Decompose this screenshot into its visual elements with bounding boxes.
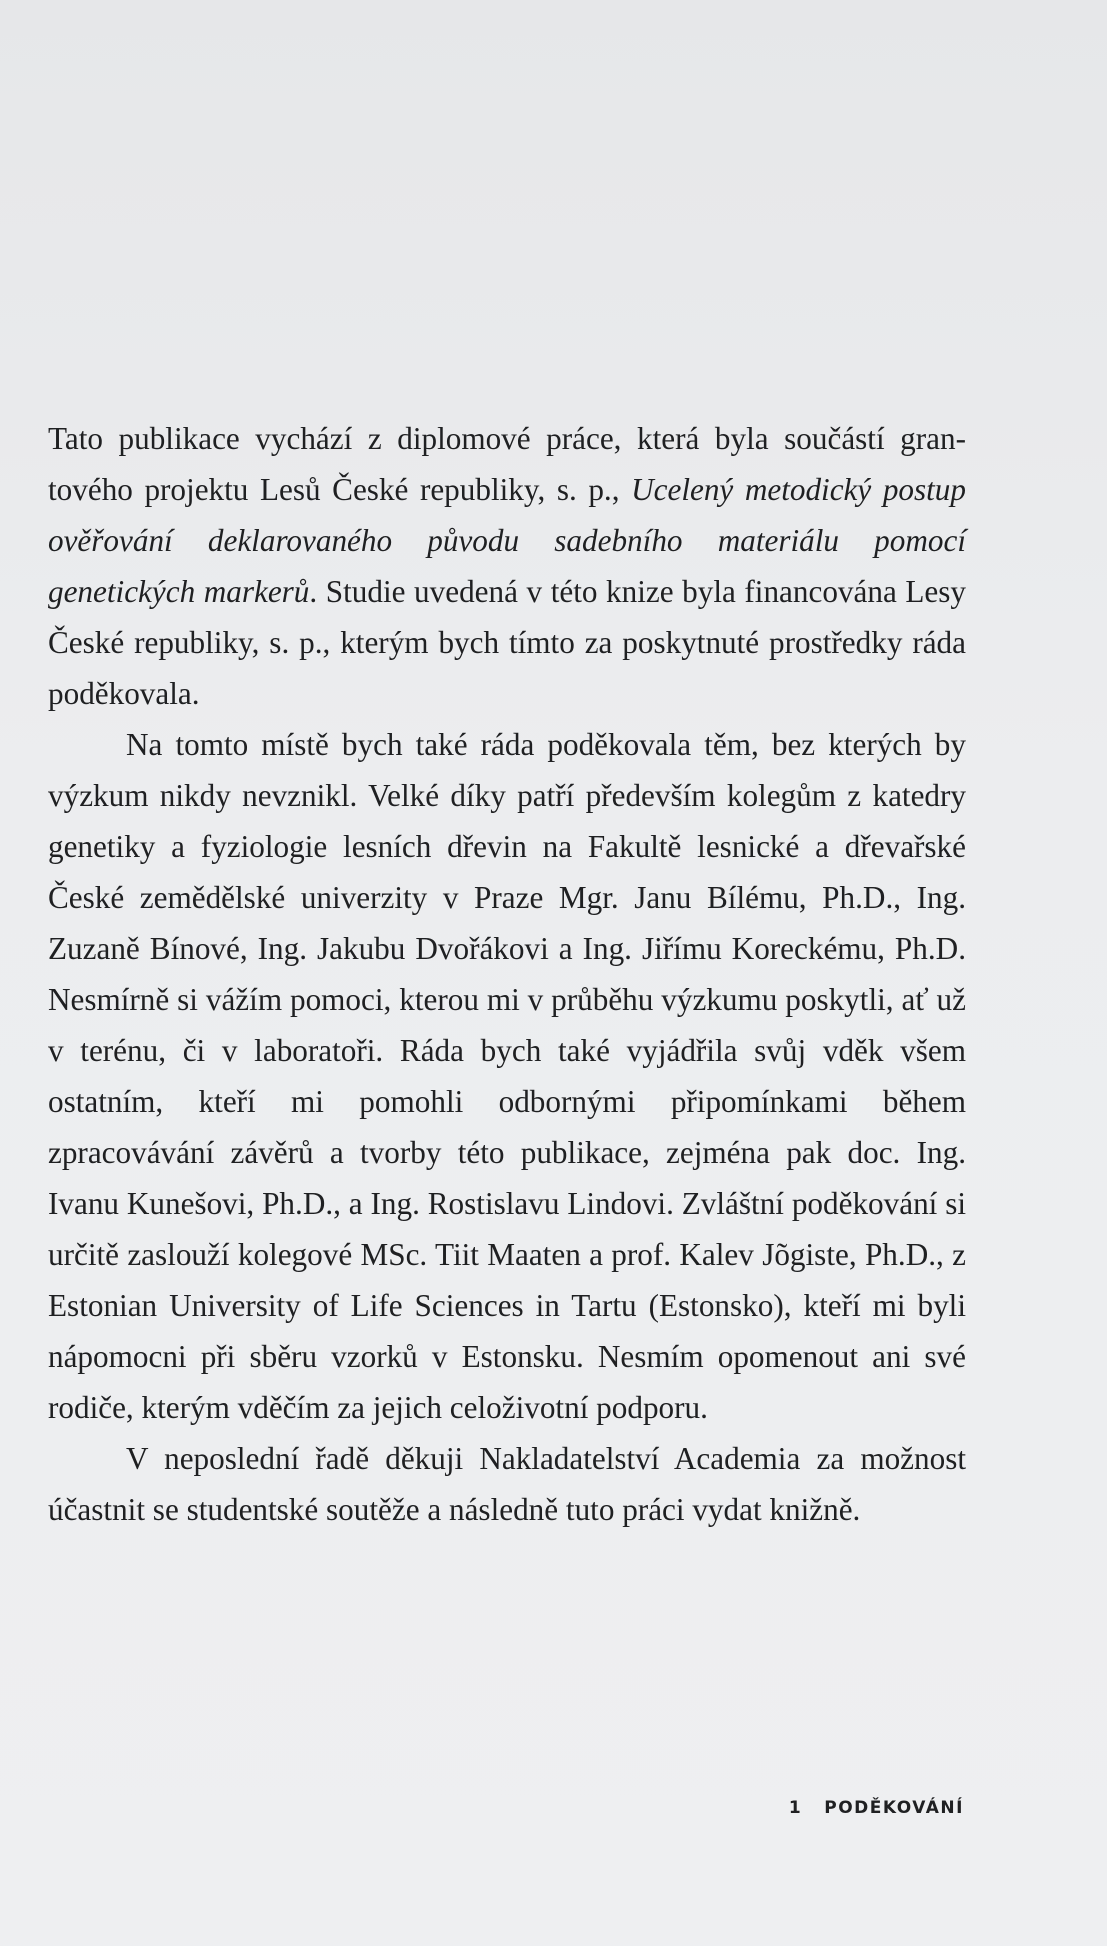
page-number: 1	[788, 1798, 803, 1818]
paragraph-1	[48, 413, 966, 719]
acknowledgements-text	[48, 413, 966, 1535]
paragraph-2: Na tomto místě bych také ráda poděkovala těm, bez kterých by výzkum nikdy nevznikl. Velké díky patří především kolegům z katedry genetiky a fyziologie lesních dřevin na Fakultě lesnické a dřevařské České zemědělské univerzity v Praze Mgr. Janu Bílému, Ph.D., Ing. Zuzaně Bínové, Ing. Jakubu Dvořákovi a Ing. Jiřímu Koreckému, Ph.D. Nesmírně si vážím pomoci, kterou mi v průběhu výzkumu poskytli, ať už v terénu, či v laboratoři. Ráda bych také vyjádřila svůj vděk všem ostatním, kteří mi pomohli odbornými připomínkami během zpracovávání závěrů a tvorby této publikace, zejména pak doc. Ing. Ivanu Kunešovi, Ph.D., a Ing. Rostislavu Lindovi. Zvláštní poděkování si určitě zaslouží kolegové MSc. Tiit Maaten a prof. Kalev Jõgiste, Ph.D., z Estonian University of Life Sciences in Tartu (Estonsko), kteří mi byli nápomocni při sběru vzorků v Estonsku. Nesmím opomenout ani své rodiče, kterým vděčím za jejich celoživotní podporu.	[48, 727, 966, 1425]
running-footer	[789, 1798, 964, 1818]
section-title: PODĚKOVÁNÍ	[824, 1798, 964, 1818]
paragraph-3: V neposlední řadě děkuji Nakladatelství Academia za možnost účastnit se studentské soutěže a následně tuto práci vydat knižně.	[48, 1441, 966, 1527]
paragraph-1-text-end: . Studie uvedená v této knize byla financována Lesy České republiky, s. p., kterým bych tímto za poskytnuté prostředky ráda poděkovala.	[48, 574, 966, 711]
paragraph-1-text-start: Tato publikace vychází z diplomové práce, která byla součástí grantového projektu Lesů České republiky, s. p.,	[48, 421, 966, 507]
project-title-italic: Ucelený metodický postup ověřování deklarovaného původu sadebního materiálu pomocí genetických markerů	[48, 472, 966, 609]
